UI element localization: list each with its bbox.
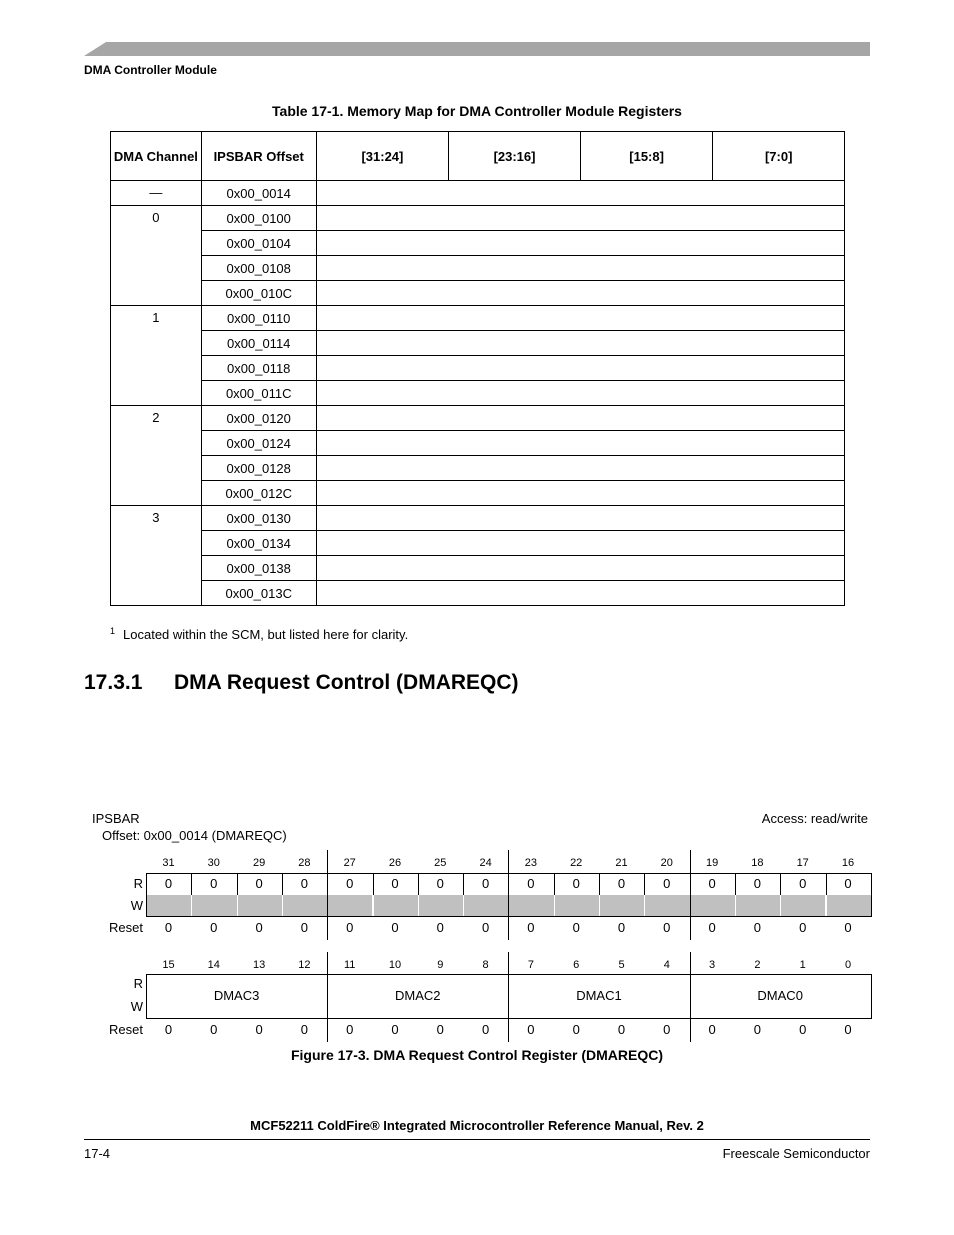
reset-value: 0 (572, 1022, 580, 1037)
bit-number: 20 (660, 857, 673, 869)
nibble-divider (690, 850, 691, 940)
section-number: 17.3.1 (84, 671, 143, 694)
table-row (111, 331, 845, 356)
table-row (111, 381, 845, 406)
register-contents-cell (316, 481, 844, 506)
column-header: [31:24] (316, 132, 449, 181)
register-contents-cell (316, 206, 844, 231)
table-header-row (111, 132, 845, 181)
table-row (111, 506, 845, 531)
read-value: 0 (844, 876, 852, 891)
offset-cell: 0x00_0100 (201, 206, 316, 231)
reset-value: 0 (527, 920, 535, 935)
offset-label: Offset: 0x00_0014 (DMAREQC) (102, 828, 287, 843)
bit-number: 0 (844, 959, 852, 971)
bit-number: 10 (388, 959, 402, 971)
row-label-r: R (133, 976, 143, 991)
bit-divider (282, 873, 283, 895)
offset-cell: 0x00_0110 (201, 306, 316, 331)
nibble-divider (508, 850, 509, 940)
bit-divider (237, 873, 238, 895)
bit-number: 28 (298, 857, 311, 869)
reset-value: 0 (164, 920, 173, 935)
register-contents-cell (316, 431, 844, 456)
register-contents-cell (316, 331, 844, 356)
section-title: DMA Request Control (DMAREQC) (174, 671, 519, 694)
register-contents-cell (316, 356, 844, 381)
table-row (111, 481, 845, 506)
footer-title: MCF52211 ColdFire® Integrated Microcontroller Reference Manual, Rev. 2 (250, 1118, 704, 1133)
offset-cell: 0x00_013C (201, 581, 316, 606)
reset-value: 0 (753, 1022, 761, 1037)
register-contents-cell (316, 281, 844, 306)
bit-divider (554, 873, 555, 895)
footnote-text: Located within the SCM, but listed here for clarity. (123, 627, 409, 642)
footnote-mark: 1 (110, 626, 116, 636)
field-dmac3: DMAC3 (213, 988, 260, 1003)
bit-number: 29 (252, 857, 266, 869)
reset-value: 0 (346, 920, 354, 935)
reset-value: 0 (391, 920, 399, 935)
table-row (111, 281, 845, 306)
table-footnote (110, 626, 408, 642)
bit-number: 9 (437, 959, 444, 971)
channel-cell: 0 (111, 206, 202, 306)
bit-number: 2 (754, 959, 761, 971)
read-value: 0 (753, 876, 761, 891)
reset-value: 0 (481, 1022, 490, 1037)
read-value: 0 (346, 876, 354, 891)
channel-cell: 3 (111, 506, 202, 606)
offset-cell: 0x00_0128 (201, 456, 316, 481)
row-label-reset: Reset (109, 920, 143, 935)
column-header: [23:16] (449, 132, 581, 181)
column-header: [7:0] (713, 132, 845, 181)
page-number: 17-4 (84, 1146, 111, 1161)
reset-value: 0 (753, 920, 761, 935)
table-row (111, 181, 845, 206)
column-header: DMA Channel (111, 132, 202, 181)
register-contents-cell (316, 556, 844, 581)
bit-number: 22 (570, 857, 583, 869)
figure-caption: Figure 17-3. DMA Request Control Register (DMAREQC) (290, 1047, 664, 1063)
bit-number: 6 (573, 959, 580, 971)
bit-number: 1 (799, 959, 806, 971)
table-row (111, 256, 845, 281)
register-contents-cell (316, 506, 844, 531)
header-bar (84, 42, 870, 56)
bit-divider (644, 873, 645, 895)
reset-value: 0 (300, 920, 308, 935)
bit-number: 16 (841, 857, 855, 869)
offset-cell: 0x00_0120 (201, 406, 316, 431)
nibble-divider (327, 850, 328, 940)
reset-value: 0 (572, 920, 580, 935)
register-contents-cell (316, 306, 844, 331)
register-contents-cell (316, 231, 844, 256)
bit-divider (826, 873, 827, 895)
column-header: [15:8] (580, 132, 713, 181)
bit-number: 3 (709, 959, 716, 971)
reset-value: 0 (617, 920, 626, 935)
section-heading (84, 671, 519, 695)
read-value: 0 (799, 876, 807, 891)
offset-cell: 0x00_010C (201, 281, 316, 306)
register-contents-cell (316, 381, 844, 406)
register-contents-cell (316, 456, 844, 481)
reset-value: 0 (255, 1022, 263, 1037)
bit-number: 24 (479, 857, 492, 869)
bit-number: 18 (751, 857, 764, 869)
table-row (111, 231, 845, 256)
reset-value: 0 (391, 1022, 399, 1037)
bit-number: 25 (434, 857, 447, 869)
bit-divider (780, 873, 781, 895)
channel-cell: — (111, 181, 202, 206)
bit-number: 5 (618, 959, 625, 971)
read-value: 0 (481, 876, 490, 891)
row-label-r: R (133, 876, 143, 891)
table-row (111, 431, 845, 456)
register-contents-cell (316, 256, 844, 281)
reset-value: 0 (210, 1022, 218, 1037)
read-value: 0 (617, 876, 626, 891)
bit-number: 31 (162, 857, 175, 869)
bit-number: 8 (482, 959, 489, 971)
reset-value: 0 (844, 1022, 852, 1037)
footer-rule (84, 1139, 870, 1140)
field-dmac2: DMAC2 (395, 988, 441, 1003)
read-value: 0 (255, 876, 263, 891)
table-row (111, 306, 845, 331)
read-value: 0 (527, 876, 535, 891)
channel-cell: 1 (111, 306, 202, 406)
row-label-w: W (130, 999, 143, 1014)
field-dmac0: DMAC0 (757, 988, 803, 1003)
reset-value: 0 (164, 1022, 173, 1037)
offset-cell: 0x00_0118 (201, 356, 316, 381)
memory-map-table (110, 131, 845, 606)
reset-value: 0 (436, 1022, 444, 1037)
reset-value: 0 (617, 1022, 626, 1037)
offset-cell: 0x00_0134 (201, 531, 316, 556)
register-contents-cell (316, 406, 844, 431)
column-header: IPSBAR Offset (201, 132, 316, 181)
bit-number: 27 (343, 857, 356, 869)
read-value: 0 (572, 876, 580, 891)
table-row (111, 581, 845, 606)
register-contents-cell (316, 181, 844, 206)
table-row (111, 556, 845, 581)
register-contents-cell (316, 581, 844, 606)
reset-value: 0 (300, 1022, 308, 1037)
bit-number: 17 (796, 857, 809, 869)
reset-value: 0 (255, 920, 263, 935)
table-row (111, 456, 845, 481)
reset-value: 0 (844, 920, 852, 935)
bit-divider (735, 873, 736, 895)
reset-value: 0 (708, 920, 716, 935)
offset-cell: 0x00_0114 (201, 331, 316, 356)
bit-number: 15 (162, 959, 175, 971)
reset-value: 0 (436, 920, 444, 935)
field-dmac1: DMAC1 (576, 988, 622, 1003)
read-value: 0 (391, 876, 399, 891)
read-value: 0 (663, 876, 671, 891)
offset-cell: 0x00_012C (201, 481, 316, 506)
reset-value: 0 (799, 920, 807, 935)
row-label-reset: Reset (109, 1022, 143, 1037)
running-head: DMA Controller Module (84, 63, 217, 77)
bit-number: 23 (524, 857, 538, 869)
bit-number: 21 (615, 857, 628, 869)
offset-cell: 0x00_0014 (201, 181, 316, 206)
access-label: Access: read/write (761, 811, 868, 826)
bit-number: 12 (298, 959, 311, 971)
table-row (111, 356, 845, 381)
offset-cell: 0x00_0108 (201, 256, 316, 281)
read-value: 0 (708, 876, 716, 891)
bit-number: 14 (207, 959, 220, 971)
row-label-w: W (130, 898, 143, 913)
reset-value: 0 (663, 920, 671, 935)
table-row (111, 406, 845, 431)
offset-cell: 0x00_0138 (201, 556, 316, 581)
bit-number: 13 (252, 959, 266, 971)
table-row (111, 206, 845, 231)
read-value: 0 (300, 876, 308, 891)
offset-cell: 0x00_0130 (201, 506, 316, 531)
offset-cell: 0x00_0104 (201, 231, 316, 256)
read-value: 0 (436, 876, 444, 891)
reset-value: 0 (663, 1022, 671, 1037)
offset-cell: 0x00_0124 (201, 431, 316, 456)
read-value: 0 (210, 876, 218, 891)
read-value: 0 (164, 876, 173, 891)
bit-divider (191, 873, 192, 895)
table-row (111, 531, 845, 556)
bit-divider (418, 873, 419, 895)
bit-number: 19 (705, 857, 719, 869)
offset-cell: 0x00_011C (201, 381, 316, 406)
bit-number: 11 (343, 959, 356, 971)
reset-value: 0 (527, 1022, 535, 1037)
reset-value: 0 (481, 920, 490, 935)
bit-number: 30 (207, 857, 220, 869)
reset-value: 0 (708, 1022, 716, 1037)
reset-value: 0 (799, 1022, 807, 1037)
bit-divider (463, 873, 464, 895)
bit-number: 7 (527, 959, 534, 971)
bit-number: 4 (663, 959, 670, 971)
bit-divider (599, 873, 600, 895)
bit-divider (373, 873, 374, 895)
bit-number: 26 (388, 857, 402, 869)
channel-cell: 2 (111, 406, 202, 506)
reset-value: 0 (210, 920, 218, 935)
company-name: Freescale Semiconductor (722, 1146, 870, 1161)
table-caption: Table 17-1. Memory Map for DMA Controller Module Registers (272, 103, 682, 119)
reset-value: 0 (346, 1022, 354, 1037)
register-contents-cell (316, 531, 844, 556)
ipsbar-label: IPSBAR (92, 811, 140, 826)
